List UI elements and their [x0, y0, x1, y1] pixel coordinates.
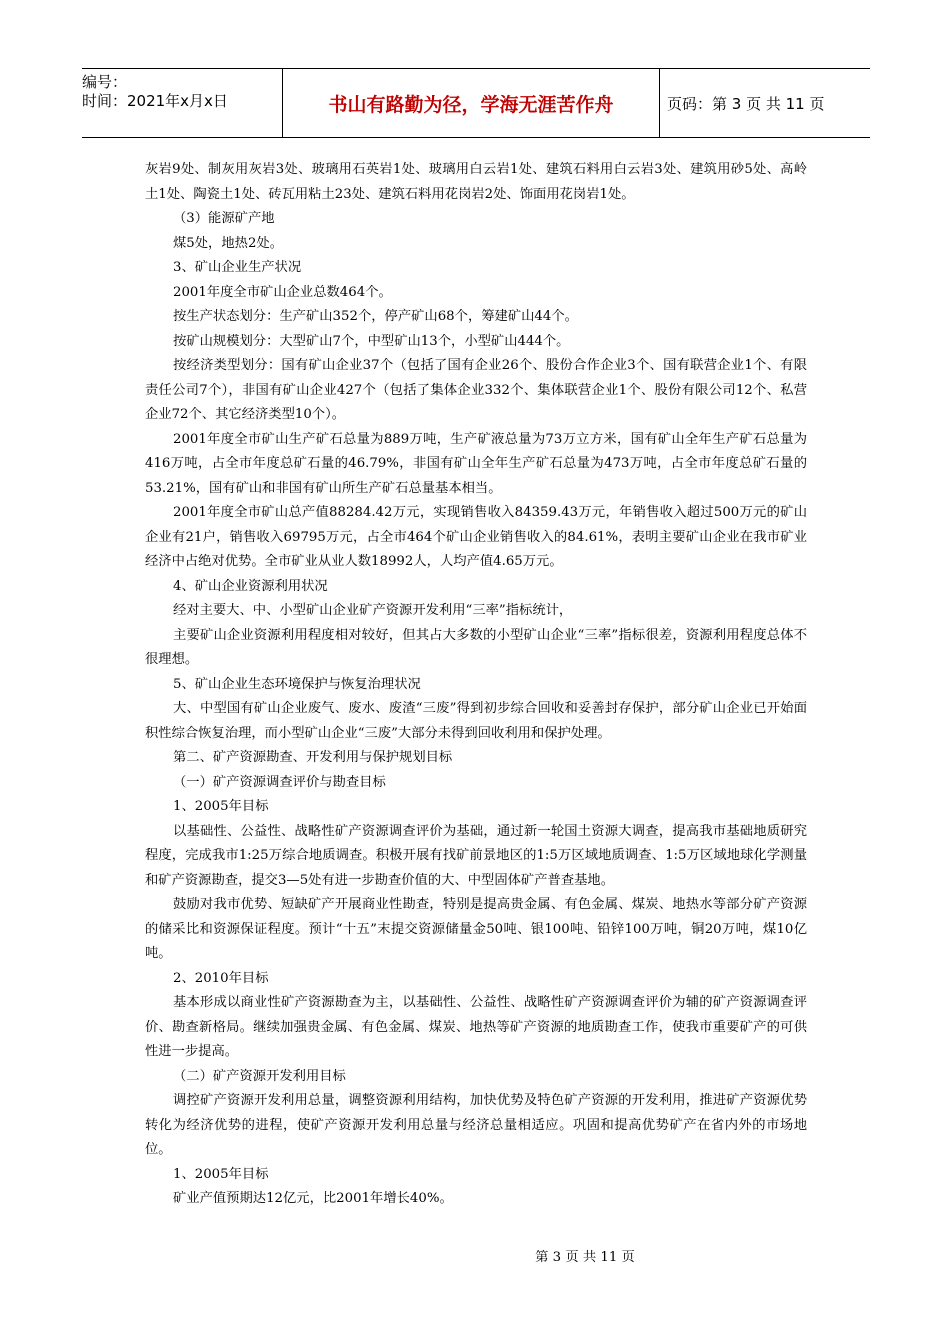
body-paragraph: 主要矿山企业资源利用程度相对较好，但其占大多数的小型矿山企业“三率”指标很差，资源利用程度总体不很理想。	[145, 627, 807, 667]
header-page-label: 页码：第 3 页 共 11 页	[667, 94, 825, 113]
document-date-label: 时间：2021年x月x日	[82, 92, 228, 110]
body-paragraph: 第二、矿产资源勘查、开发利用与保护规划目标	[173, 750, 453, 765]
body-paragraph: 按矿山规模划分：大型矿山7个，中型矿山13个，小型矿山444个。	[173, 333, 570, 349]
body-paragraph: 5、矿山企业生态环境保护与恢复治理状况	[173, 676, 421, 692]
header-left	[82, 69, 282, 137]
body-paragraph: 3、矿山企业生产状况	[173, 260, 302, 275]
page-footer: 第 3 页 共 11 页	[535, 1250, 635, 1265]
body-paragraph: 灰岩9处、制灰用灰岩3处、玻璃用石英岩1处、玻璃用白云岩1处、建筑石料用白云岩3处、建筑用砂5处、高岭土1处、陶瓷土1处、砖瓦用粘土23处、建筑石料用花岗岩2处、饰面用花岗岩1处。	[145, 162, 807, 202]
body-paragraph: 经对主要大、中、小型矿山企业矿产资源开发利用“三率”指标统计，	[173, 603, 573, 618]
body-paragraph: 按经济类型划分：国有矿山企业37个（包括了国有企业26个、股份合作企业3个、国有联营企业1个、有限责任公司7个），非国有矿山企业427个（包括了集体企业332个、集体联营企业1个、股份有限公司12个、私营企业72个、其它经济类型10个）。	[145, 358, 807, 422]
body-paragraph: 矿业产值预期达12亿元，比2001年增长40%。	[173, 1191, 453, 1206]
body-paragraph: 调控矿产资源开发利用总量，调整资源利用结构，加快优势及特色矿产资源的开发利用，推进矿产资源优势转化为经济优势的进程，使矿产资源开发利用总量与经济总量相适应。巩固和提高优势矿产在省内外的市场地位。	[145, 1093, 807, 1157]
body-paragraph: 煤5处，地热2处。	[173, 235, 283, 251]
page-header	[82, 68, 870, 138]
body-paragraph: （一）矿产资源调查评价与勘查目标	[173, 774, 386, 790]
body-paragraph: 基本形成以商业性矿产资源勘查为主，以基础性、公益性、战略性矿产资源调查评价为辅的矿产资源调查评价、勘查新格局。继续加强贵金属、有色金属、煤炭、地热等矿产资源的地质勘查工作，使我市重要矿产的可供性进一步提高。	[145, 995, 807, 1059]
body-paragraph: 以基础性、公益性、战略性矿产资源调查评价为基础，通过新一轮国土资源大调查，提高我市基础地质研究程度，完成我市1:25万综合地质调查。积极开展有找矿前景地区的1:5万区域地质调查、1:5万区域地球化学测量和矿产资源勘查，提交3—5处有进一步勘查价值的大、中型固体矿产普查基地。	[145, 823, 807, 888]
body-paragraph: 1、2005年目标	[173, 1166, 269, 1182]
document-body	[145, 158, 807, 1212]
header-motto: 书山有路勤为径，学海无涯苦作舟	[282, 69, 660, 137]
document-number-label: 编号：	[82, 73, 128, 91]
body-paragraph: 按生产状态划分：生产矿山352个，停产矿山68个，筹建矿山44个。	[173, 309, 578, 324]
body-paragraph: 2001年度全市矿山总产值88284.42万元，实现销售收入84359.43万元，年销售收入超过500万元的矿山企业有21户，销售收入69795万元，占全市464个矿山企业销售收入的84.61%，表明主要矿山企业在我市矿业经济中占绝对优势。全市矿业从业人数18992人，人均产值4.65万元。	[145, 505, 807, 569]
body-paragraph: 鼓励对我市优势、短缺矿产开展商业性勘查，特别是提高贵金属、有色金属、煤炭、地热水等部分矿产资源的储采比和资源保证程度。预计“十五”末提交资源储量金50吨、银100吨、铅锌100万吨，铜20万吨，煤10亿吨。	[145, 897, 807, 961]
body-paragraph: 大、中型国有矿山企业废气、废水、废渣“三废”得到初步综合回收和妥善封存保护，部分矿山企业已开始面积性综合恢复治理，而小型矿山企业“三废”大部分未得到回收利用和保护处理。	[145, 701, 807, 741]
body-paragraph: 2、2010年目标	[173, 970, 269, 986]
body-paragraph: 1、2005年目标	[173, 799, 269, 814]
body-paragraph: 2001年度全市矿山生产矿石总量为889万吨，生产矿液总量为73万立方米，国有矿山全年生产矿石总量为416万吨，占全市年度总矿石量的46.79%，非国有矿山全年生产矿石总量为473万吨，占全市年度总矿石量的53.21%，国有矿山和非国有矿山所生产矿石总量基本相当。	[145, 431, 807, 496]
body-paragraph: 4、矿山企业资源利用状况	[173, 578, 328, 594]
body-paragraph: （3）能源矿产地	[173, 211, 275, 226]
body-paragraph: 2001年度全市矿山企业总数464个。	[173, 284, 392, 300]
body-paragraph: （二）矿产资源开发利用目标	[173, 1068, 346, 1084]
